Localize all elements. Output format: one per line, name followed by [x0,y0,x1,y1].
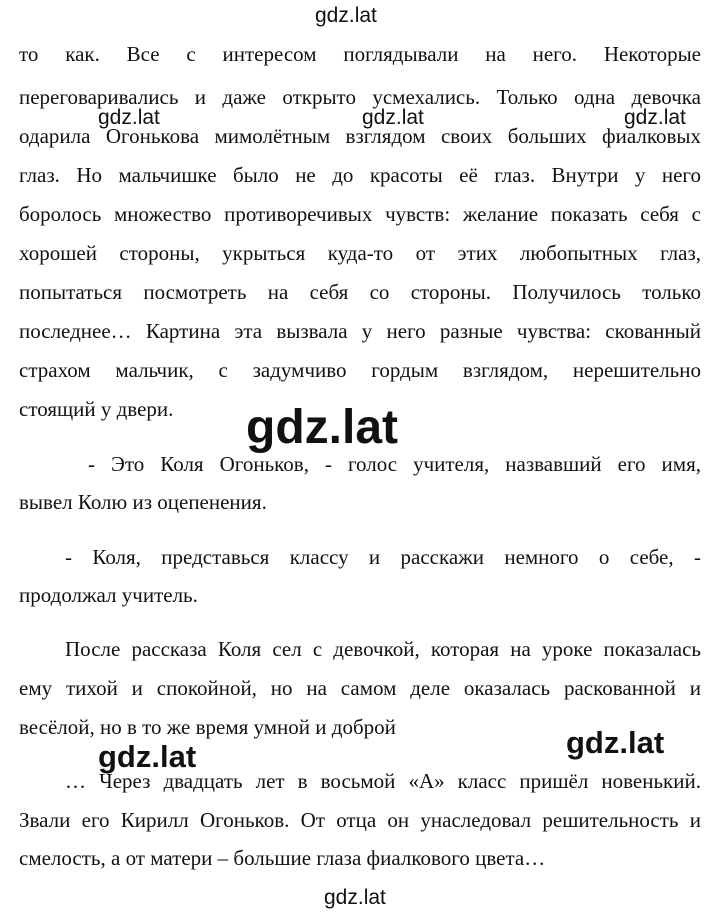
watermark-top: gdz.lat [315,4,377,27]
text-line: ему тихой и спокойной, но на самом деле оказалась раскованной и [19,676,701,700]
text-line: После рассказа Коля сел с девочкой, которая на уроке показалась [65,637,701,661]
watermark-row-right: gdz.lat [624,106,686,129]
text-line: весёлой, но в то же время умной и доброй [19,715,396,739]
text-line: продолжал учитель. [19,583,198,607]
text-line: страхом мальчик, с задумчиво гордым взглядом, нерешительно [19,358,701,382]
text-line: боролось множество противоречивых чувств: желание показать себя с [19,202,701,226]
text-line: вывел Колю из оцепенения. [19,490,267,514]
text-line: смелость, а от матери – большие глаза фиалкового цвета… [19,846,546,870]
text-line: стоящий у двери. [19,397,174,421]
text-line: последнее… Картина эта вызвала у него разные чувства: скованный [19,319,701,343]
text-line: - Это Коля Огоньков, - голос учителя, назвавший его имя, [88,452,701,476]
text-line: … Через двадцать лет в восьмой «А» класс пришёл новенький. [65,769,701,793]
text-line: глаз. Но мальчишке было не до красоты её глаз. Внутри у него [19,163,701,187]
text-line: - Коля, представься классу и расскажи немного о себе, - [65,545,701,569]
watermark-lower-left: gdz.lat [98,739,197,774]
watermark-row-left: gdz.lat [98,106,160,129]
text-line: одарила Огонькова мимолётным взглядом своих больших фиалковых [19,124,701,148]
text-line: попытаться посмотреть на себя со стороны. Получилось только [19,280,701,304]
text-line: то как. Все с интересом поглядывали на него. Некоторые [19,42,701,66]
text-line: хорошей стороны, укрыться куда-то от этих любопытных глаз, [19,241,701,265]
watermark-bottom: gdz.lat [324,886,386,909]
text-line: Звали его Кирилл Огоньков. От отца он унаследовал решительность и [19,808,701,832]
text-line: переговаривались и даже открыто усмехались. Только одна девочка [19,85,701,109]
watermark-center: gdz.lat [246,401,398,454]
watermark-lower-right: gdz.lat [566,725,665,760]
watermark-row-mid: gdz.lat [362,106,424,129]
